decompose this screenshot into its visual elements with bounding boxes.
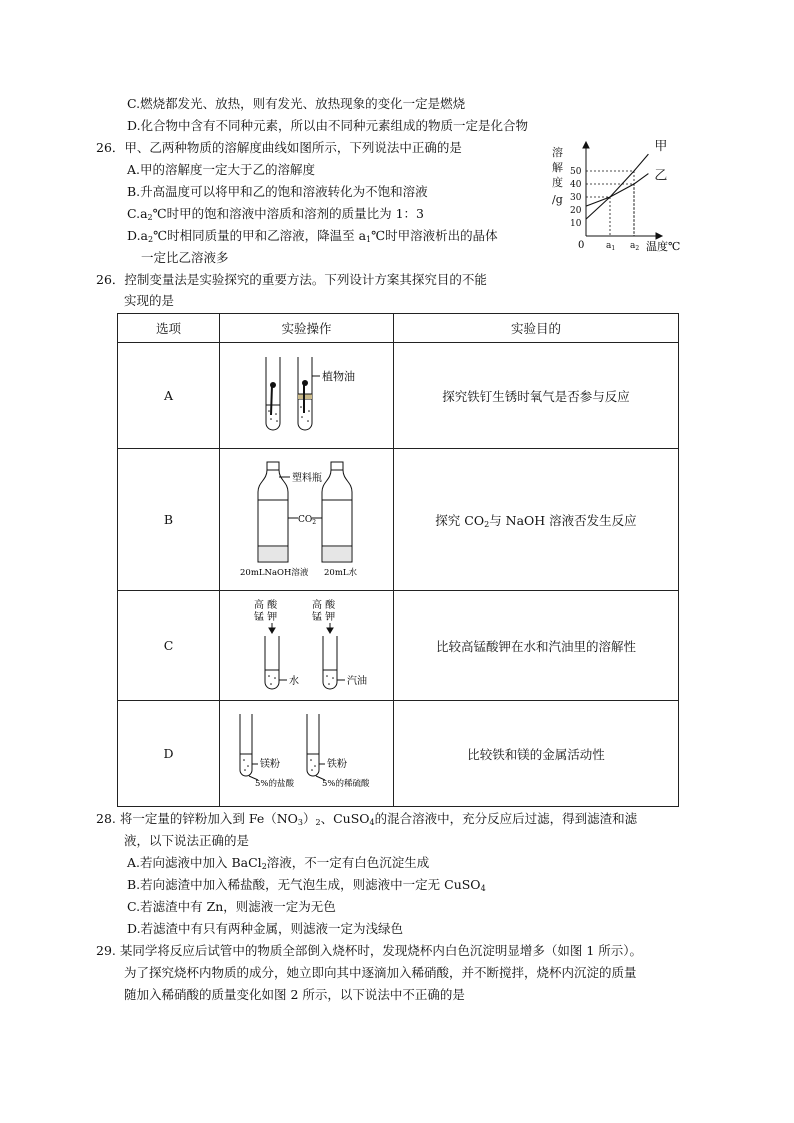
q29-stem-line3: 随加入稀硝酸的质量变化如图 2 所示，以下说法中不正确的是 bbox=[124, 987, 465, 1002]
y-axis-arrow bbox=[583, 142, 589, 148]
q25-option-d: D.化合物中含有不同种元素，所以由不同种元素组成的物质一定是化合物 bbox=[127, 118, 529, 133]
bottle-cap-right bbox=[331, 462, 343, 470]
q28-option-b: B.若向滤渣中加入稀盐酸，无气泡生成，则滤液中一定无 CuSO$_4$ bbox=[127, 877, 486, 893]
metal-acid-tubes-figure bbox=[227, 706, 387, 798]
bottle-label: 塑料瓶 bbox=[291, 473, 322, 484]
series-label: 乙 bbox=[654, 168, 668, 184]
test-tube-left bbox=[266, 357, 280, 430]
h2so4-label: 5%的稀硫酸 bbox=[321, 779, 369, 789]
y-tick-label: 10 bbox=[570, 219, 582, 229]
naoh-label: 20mLNaOH溶液 bbox=[239, 568, 308, 578]
x-axis-arrow bbox=[656, 233, 662, 239]
test-tube-petrol bbox=[323, 636, 337, 689]
water-label: 20mL水 bbox=[323, 568, 357, 578]
q26-stem: 26．甲、乙两种物质的溶解度曲线如图所示，下列说法中正确的是 bbox=[96, 140, 462, 155]
row-figure-c bbox=[220, 591, 394, 701]
header-option: 选项 bbox=[118, 314, 220, 343]
kmno4-label-right-2: 锰 钾 bbox=[311, 612, 335, 623]
q28-option-a: A.若向滤液中加入 BaCl$_2$溶液，不一定有白色沉淀生成 bbox=[127, 855, 430, 871]
x-tick-label: $a_1$ bbox=[606, 241, 616, 252]
row-purpose: 比较高锰酸钾在水和汽油里的溶解性 bbox=[394, 591, 679, 701]
water-label: 水 bbox=[288, 676, 299, 687]
arrow-right-head bbox=[327, 628, 333, 633]
nail-left-icon bbox=[271, 385, 272, 415]
table-row bbox=[118, 701, 679, 807]
q28-stem: 28. 将一定量的锌粉加入到 $Fe(NO_3)_2$、CuSO$_4$的混合溶液中，充分反应后过滤，得到滤渣和滤 bbox=[96, 811, 638, 827]
row-purpose: 比较铁和镁的金属活动性 bbox=[394, 701, 679, 807]
y-tick-label: 40 bbox=[570, 180, 582, 190]
y-axis-label-char: 解 bbox=[552, 161, 563, 174]
solubility-chart bbox=[548, 140, 698, 255]
y-tick-label: 20 bbox=[570, 206, 582, 216]
arrow-left-head bbox=[269, 628, 275, 633]
table-row bbox=[118, 343, 679, 449]
bottle-cap-left bbox=[267, 462, 279, 470]
row-figure-b bbox=[220, 449, 394, 591]
row-option: B bbox=[118, 449, 220, 591]
plastic-bottles-figure bbox=[232, 458, 382, 578]
row-option: C bbox=[118, 591, 220, 701]
table-row bbox=[118, 591, 679, 701]
q26-option-a: A.甲的溶解度一定大于乙的溶解度 bbox=[127, 162, 316, 177]
x-axis-label: 温度℃ bbox=[646, 240, 681, 253]
kmno4-label-left-2: 锰 钾 bbox=[253, 612, 277, 623]
naoh-solution bbox=[259, 547, 287, 561]
test-tube-h2so4 bbox=[307, 714, 319, 776]
mg-label: 镁粉 bbox=[259, 759, 280, 770]
header-purpose: 实验目的 bbox=[394, 314, 679, 343]
row-figure-a bbox=[220, 343, 394, 449]
q28-option-d: D.若滤渣中有只有两种金属，则滤液一定为浅绿色 bbox=[127, 921, 404, 936]
q26-option-d-continued: 一定比乙溶液多 bbox=[141, 250, 229, 265]
q26b-stem: 26．控制变量法是实验探究的重要方法。下列设计方案其探究目的不能 bbox=[96, 272, 487, 287]
y-axis-label-char: 度 bbox=[552, 176, 563, 189]
nail-head-icon bbox=[270, 382, 276, 388]
q26-option-c: $C.a_2℃$时甲的饱和溶液中溶质和溶剂的质量比为 1：3 bbox=[127, 206, 425, 222]
q26b-stem-continued: 实现的是 bbox=[124, 293, 175, 308]
q29-stem-line2: 为了探究烧杯内物质的成分，她立即向其中逐滴加入稀硝酸，并不断搅拌，烧杯内沉淀的质量 bbox=[124, 965, 637, 980]
q26-option-d: $D.a_2℃$时相同质量的甲和乙溶液，降温至 $a_1℃$时甲溶液析出的晶体 bbox=[127, 228, 498, 244]
row-option: D bbox=[118, 701, 220, 807]
experiment-table bbox=[117, 313, 679, 807]
q28-option-c: C.若滤渣中有 Zn，则滤液一定为无色 bbox=[127, 899, 336, 914]
co2-label: $CO_2$ bbox=[297, 515, 316, 526]
series-line-jia bbox=[586, 154, 648, 219]
x-tick-label: $a_2$ bbox=[630, 241, 640, 252]
table-row bbox=[118, 449, 679, 591]
table-header-row bbox=[118, 314, 679, 343]
header-operation: 实验操作 bbox=[220, 314, 394, 343]
y-axis-label-char: /g bbox=[552, 193, 563, 206]
test-tube-water bbox=[265, 636, 279, 689]
oil-label: 植物油 bbox=[321, 370, 355, 383]
test-tubes-nail-figure bbox=[242, 349, 372, 439]
row-option: A bbox=[118, 343, 220, 449]
kmno4-label-right: 高 酸 bbox=[311, 600, 335, 611]
y-axis-label-char: 溶 bbox=[552, 146, 563, 159]
q26-option-b: B.升高温度可以将甲和乙的饱和溶液转化为不饱和溶液 bbox=[127, 184, 428, 199]
q28-stem-continued: 液，以下说法正确的是 bbox=[124, 833, 250, 848]
q29-stem: 29. 某同学将反应后试管中的物质全部倒入烧杯时，发现烧杯内白色沉淀明显增多（如图 1 所示）。 bbox=[96, 943, 643, 958]
row-figure-d bbox=[220, 701, 394, 807]
series-label: 甲 bbox=[654, 140, 668, 155]
y-tick-label: 50 bbox=[570, 167, 582, 177]
row-purpose: 探究 $CO_2$与 NaOH 溶液否发生反应 bbox=[394, 449, 679, 591]
kmno4-label-left: 高 酸 bbox=[253, 600, 277, 611]
kmno4-tubes-figure bbox=[232, 594, 382, 694]
hcl-label: 5%的盐酸 bbox=[254, 779, 294, 789]
fe-label: 铁粉 bbox=[326, 759, 347, 770]
water-liquid bbox=[323, 547, 351, 561]
row-purpose: 探究铁钉生锈时氧气是否参与反应 bbox=[394, 343, 679, 449]
test-tube-hcl bbox=[240, 714, 252, 776]
petrol-label: 汽油 bbox=[346, 676, 367, 687]
origin-label: 0 bbox=[578, 240, 585, 251]
q25-option-c: C.燃烧都发光、放热，则有发光、放热现象的变化一定是燃烧 bbox=[127, 96, 466, 111]
y-tick-label: 30 bbox=[570, 193, 582, 203]
